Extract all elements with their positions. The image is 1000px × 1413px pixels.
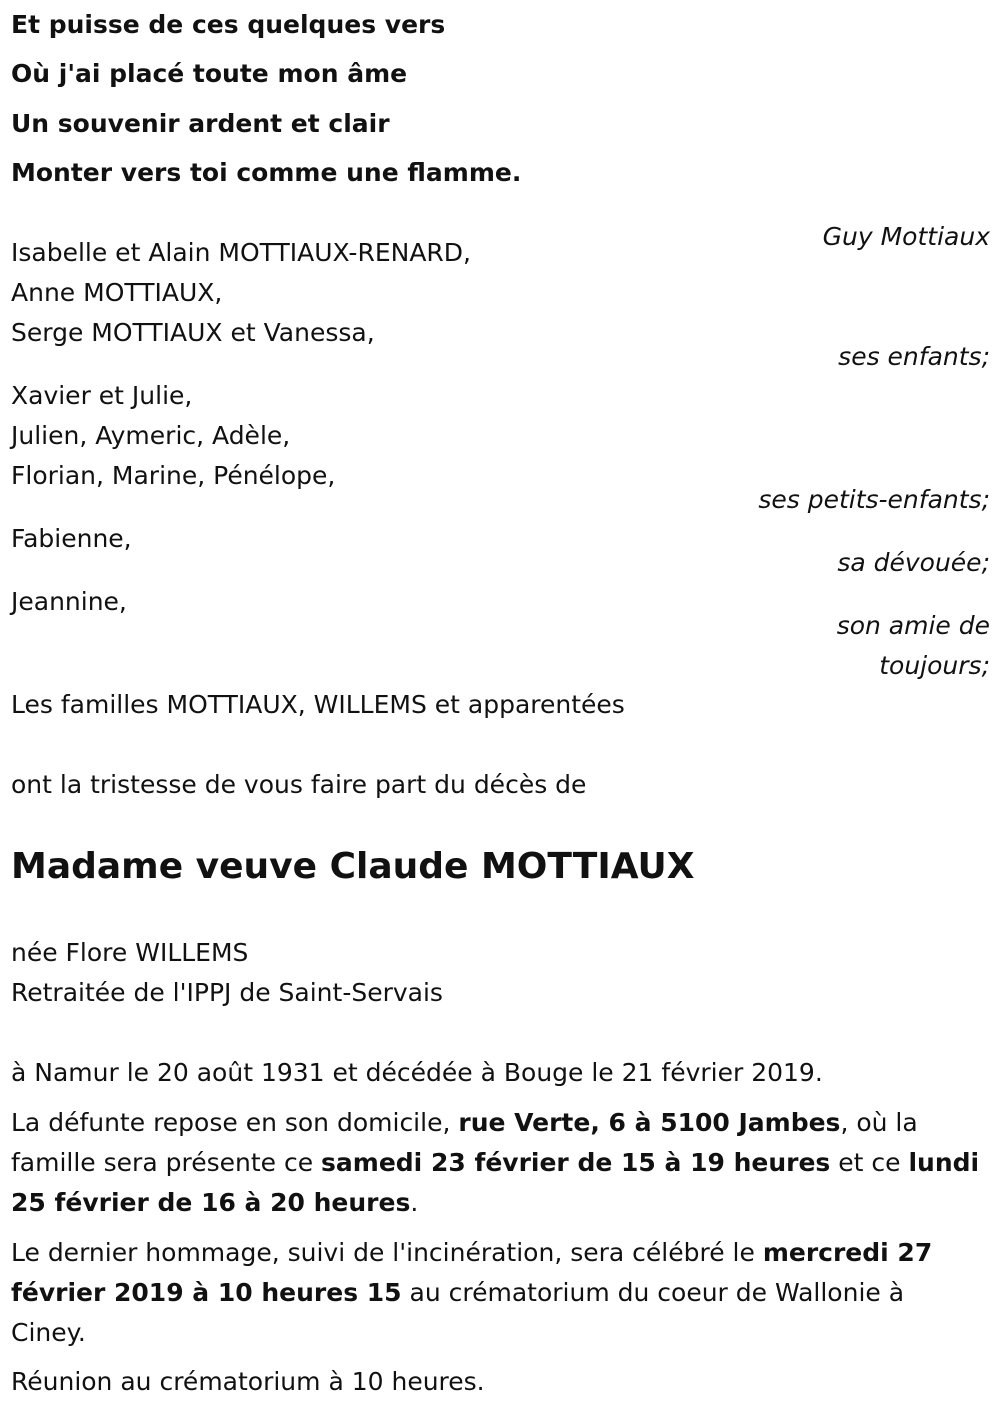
grandchild-line-1: Xavier et Julie, [11, 381, 193, 410]
friend-role-line-2: toujours; [879, 651, 990, 680]
child-line-2: Anne MOTTIAUX, [11, 278, 223, 307]
poem-author: Guy Mottiaux [822, 222, 990, 251]
rest-text-2: , où la famille sera présente ce [11, 1108, 918, 1177]
rest-text-3: et ce [830, 1148, 909, 1177]
grandchildren-role: ses petits-enfants; [758, 485, 990, 514]
announcement-line: ont la tristesse de vous faire part du décès de [11, 770, 587, 799]
rest-visit-monday: lundi 25 février de 16 à 20 heures [11, 1148, 980, 1217]
poem-line-4: Monter vers toi comme une flamme. [11, 158, 522, 187]
occupation: Retraitée de l'IPPJ de Saint-Servais [11, 978, 443, 1007]
poem-line-3: Un souvenir ardent et clair [11, 109, 390, 138]
child-line-1: Isabelle et Alain MOTTIAUX-RENARD, [11, 238, 471, 267]
rest-visit-saturday: samedi 23 février de 15 à 19 heures [321, 1148, 831, 1177]
ceremony-text-2: au crématorium du coeur de Wallonie à Ciney. [11, 1278, 905, 1347]
poem-line-1: Et puisse de ces quelques vers [11, 10, 446, 39]
grandchild-line-3: Florian, Marine, Pénélope, [11, 461, 336, 490]
devoted-name: Fabienne, [11, 524, 132, 553]
ceremony-paragraph [11, 1233, 986, 1353]
meeting-line: Réunion au crématorium à 10 heures. [11, 1367, 485, 1396]
rest-address: rue Verte, 6 à 5100 Jambes [458, 1108, 841, 1137]
grandchild-line-2: Julien, Aymeric, Adèle, [11, 421, 291, 450]
rest-text-1: La défunte repose en son domicile, [11, 1108, 459, 1137]
friend-name: Jeannine, [11, 587, 127, 616]
rest-text-4: . [410, 1188, 419, 1217]
ceremony-date: mercredi 27 février 2019 à 10 heures 15 [11, 1238, 933, 1307]
born-as: née Flore WILLEMS [11, 938, 249, 967]
ceremony-text-1: Le dernier hommage, suivi de l'incinération, sera célébré le [11, 1238, 763, 1267]
rest-paragraph [11, 1103, 986, 1223]
devoted-role: sa dévouée; [837, 548, 990, 577]
child-line-3: Serge MOTTIAUX et Vanessa, [11, 318, 375, 347]
families-line: Les familles MOTTIAUX, WILLEMS et apparentées [11, 690, 625, 719]
poem-line-2: Où j'ai placé toute mon âme [11, 59, 408, 88]
children-role: ses enfants; [838, 342, 990, 371]
deceased-name: Madame veuve Claude MOTTIAUX [11, 846, 695, 887]
birth-death: à Namur le 20 août 1931 et décédée à Bouge le 21 février 2019. [11, 1058, 823, 1087]
friend-role-line-1: son amie de [836, 611, 990, 640]
